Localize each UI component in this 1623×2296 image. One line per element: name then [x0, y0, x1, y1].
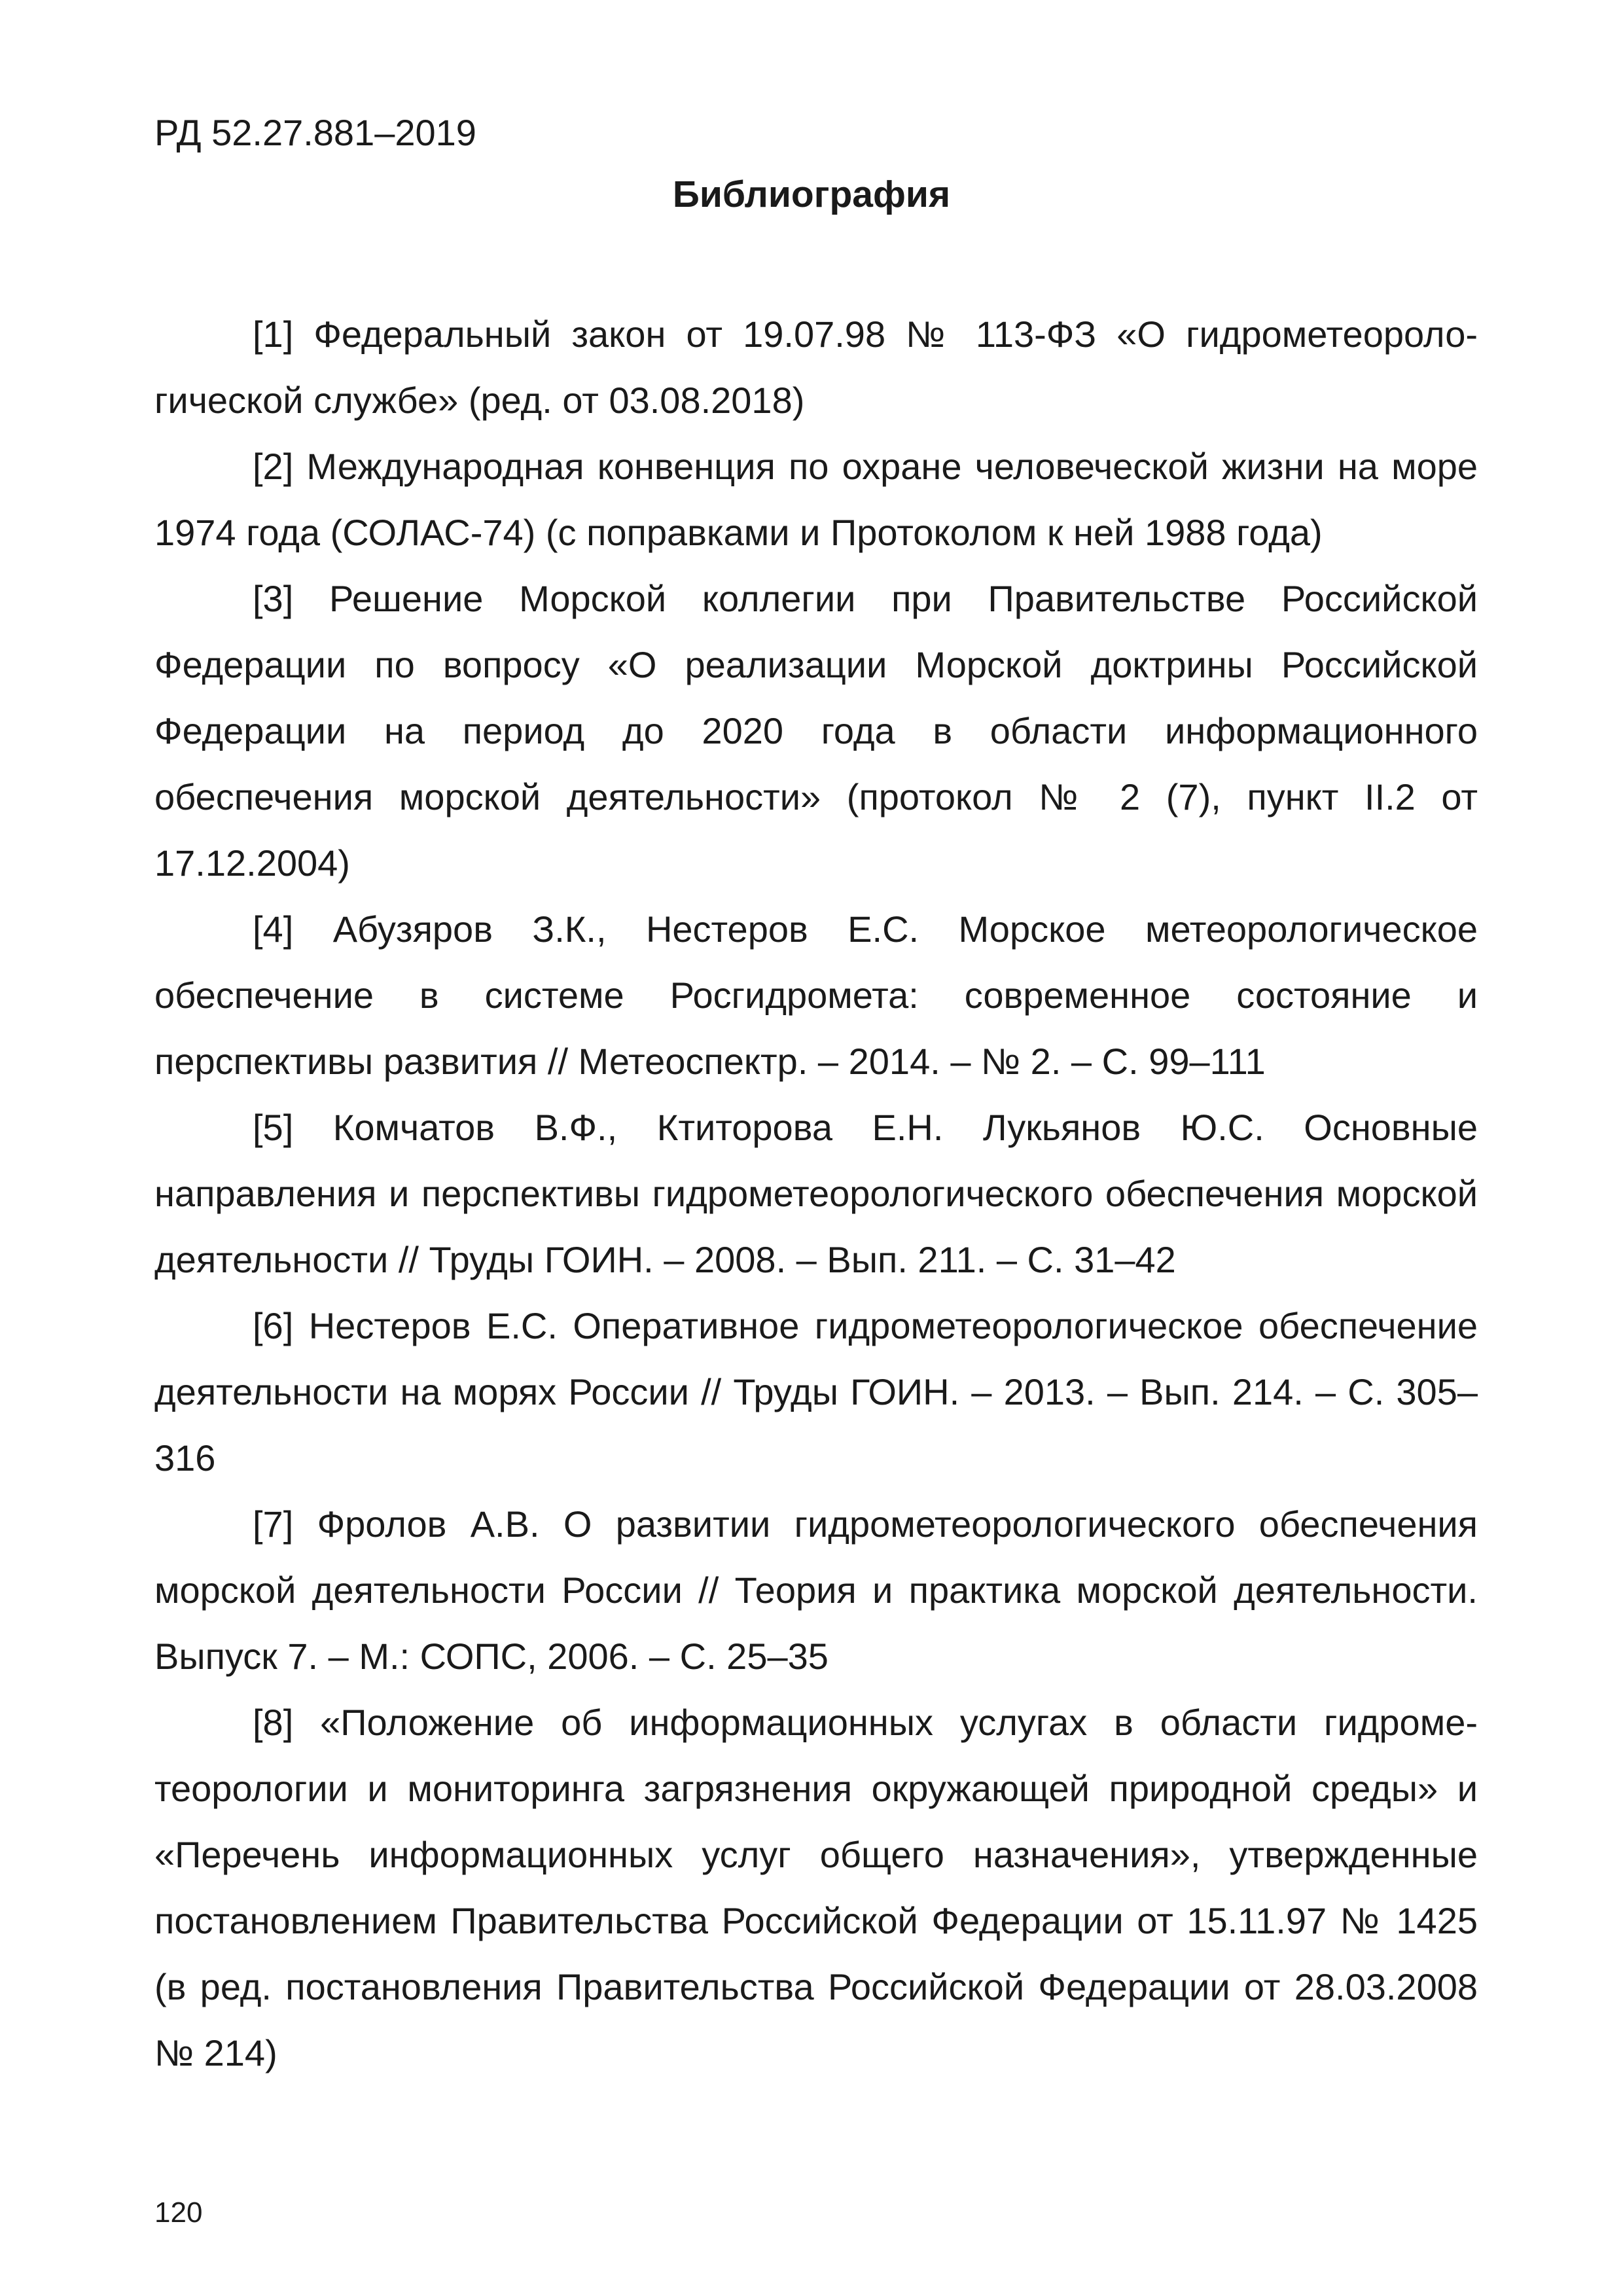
- bibliography-entry-1: [1] Федеральный закон от 19.07.98 № 113-ФЗ «О гидрометеорологической службе» (ред. от 03.08.2018): [154, 314, 1478, 421]
- bibliography-entry-8: [8] «Положение об информационных услугах в области гидрометеорологии и мониторинга загрязнения окружающей природной среды» и «Перечень информационных услуг общего назначения», утвержденные постановлением Правительства Российской Федерации от 15.11.97 № 1425 (в ред. постановления Правительства Российской Федерации от 28.03.2008 № 214): [154, 1702, 1478, 2073]
- bibliography-entry-4: [4] Абузяров З.К., Нестеров Е.С. Морское метеорологическое обеспечение в системе Росгидромета: современное состояние и перспективы развития // Метеоспектр. – 2014. – № 2. – С. 99–111: [154, 908, 1478, 1082]
- page-title: Библиография: [672, 173, 951, 215]
- bibliography-entry-7: [7] Фролов А.В. О развитии гидрометеорологического обеспечения морской деятельности России // Теория и практика морской деятельности. Выпуск 7. – М.: СОПС, 2006. – С. 25–35: [154, 1503, 1478, 1677]
- bibliography-entry-3: [3] Решение Морской коллегии при Правительстве Российской Федерации по вопросу «О реализации Морской доктрины Российской Федерации на период до 2020 года в области информационного обеспечения морской деятельности» (протокол № 2 (7), пункт II.2 от 17.12.2004): [154, 578, 1478, 884]
- bibliography-entry-6: [6] Нестеров Е.С. Оперативное гидрометеорологическое обеспечение деятельности на морях России // Труды ГОИН. – 2013. – Вып. 214. – С. 305–316: [154, 1305, 1478, 1479]
- bibliography-list: [154, 301, 1478, 2086]
- bibliography-entry-5: [5] Комчатов В.Ф., Ктиторова Е.Н. Лукьянов Ю.С. Основные направления и перспективы гидрометеорологического обеспечения морской деятельности // Труды ГОИН. – 2008. – Вып. 211. – С. 31–42: [154, 1107, 1478, 1280]
- bibliography-entry-2: [2] Международная конвенция по охране человеческой жизни на море 1974 года (СОЛАС-74) (с поправками и Протоколом к ней 1988 года): [154, 446, 1478, 553]
- page-number: 120: [154, 2197, 203, 2229]
- document-code: РД 52.27.881–2019: [154, 112, 476, 153]
